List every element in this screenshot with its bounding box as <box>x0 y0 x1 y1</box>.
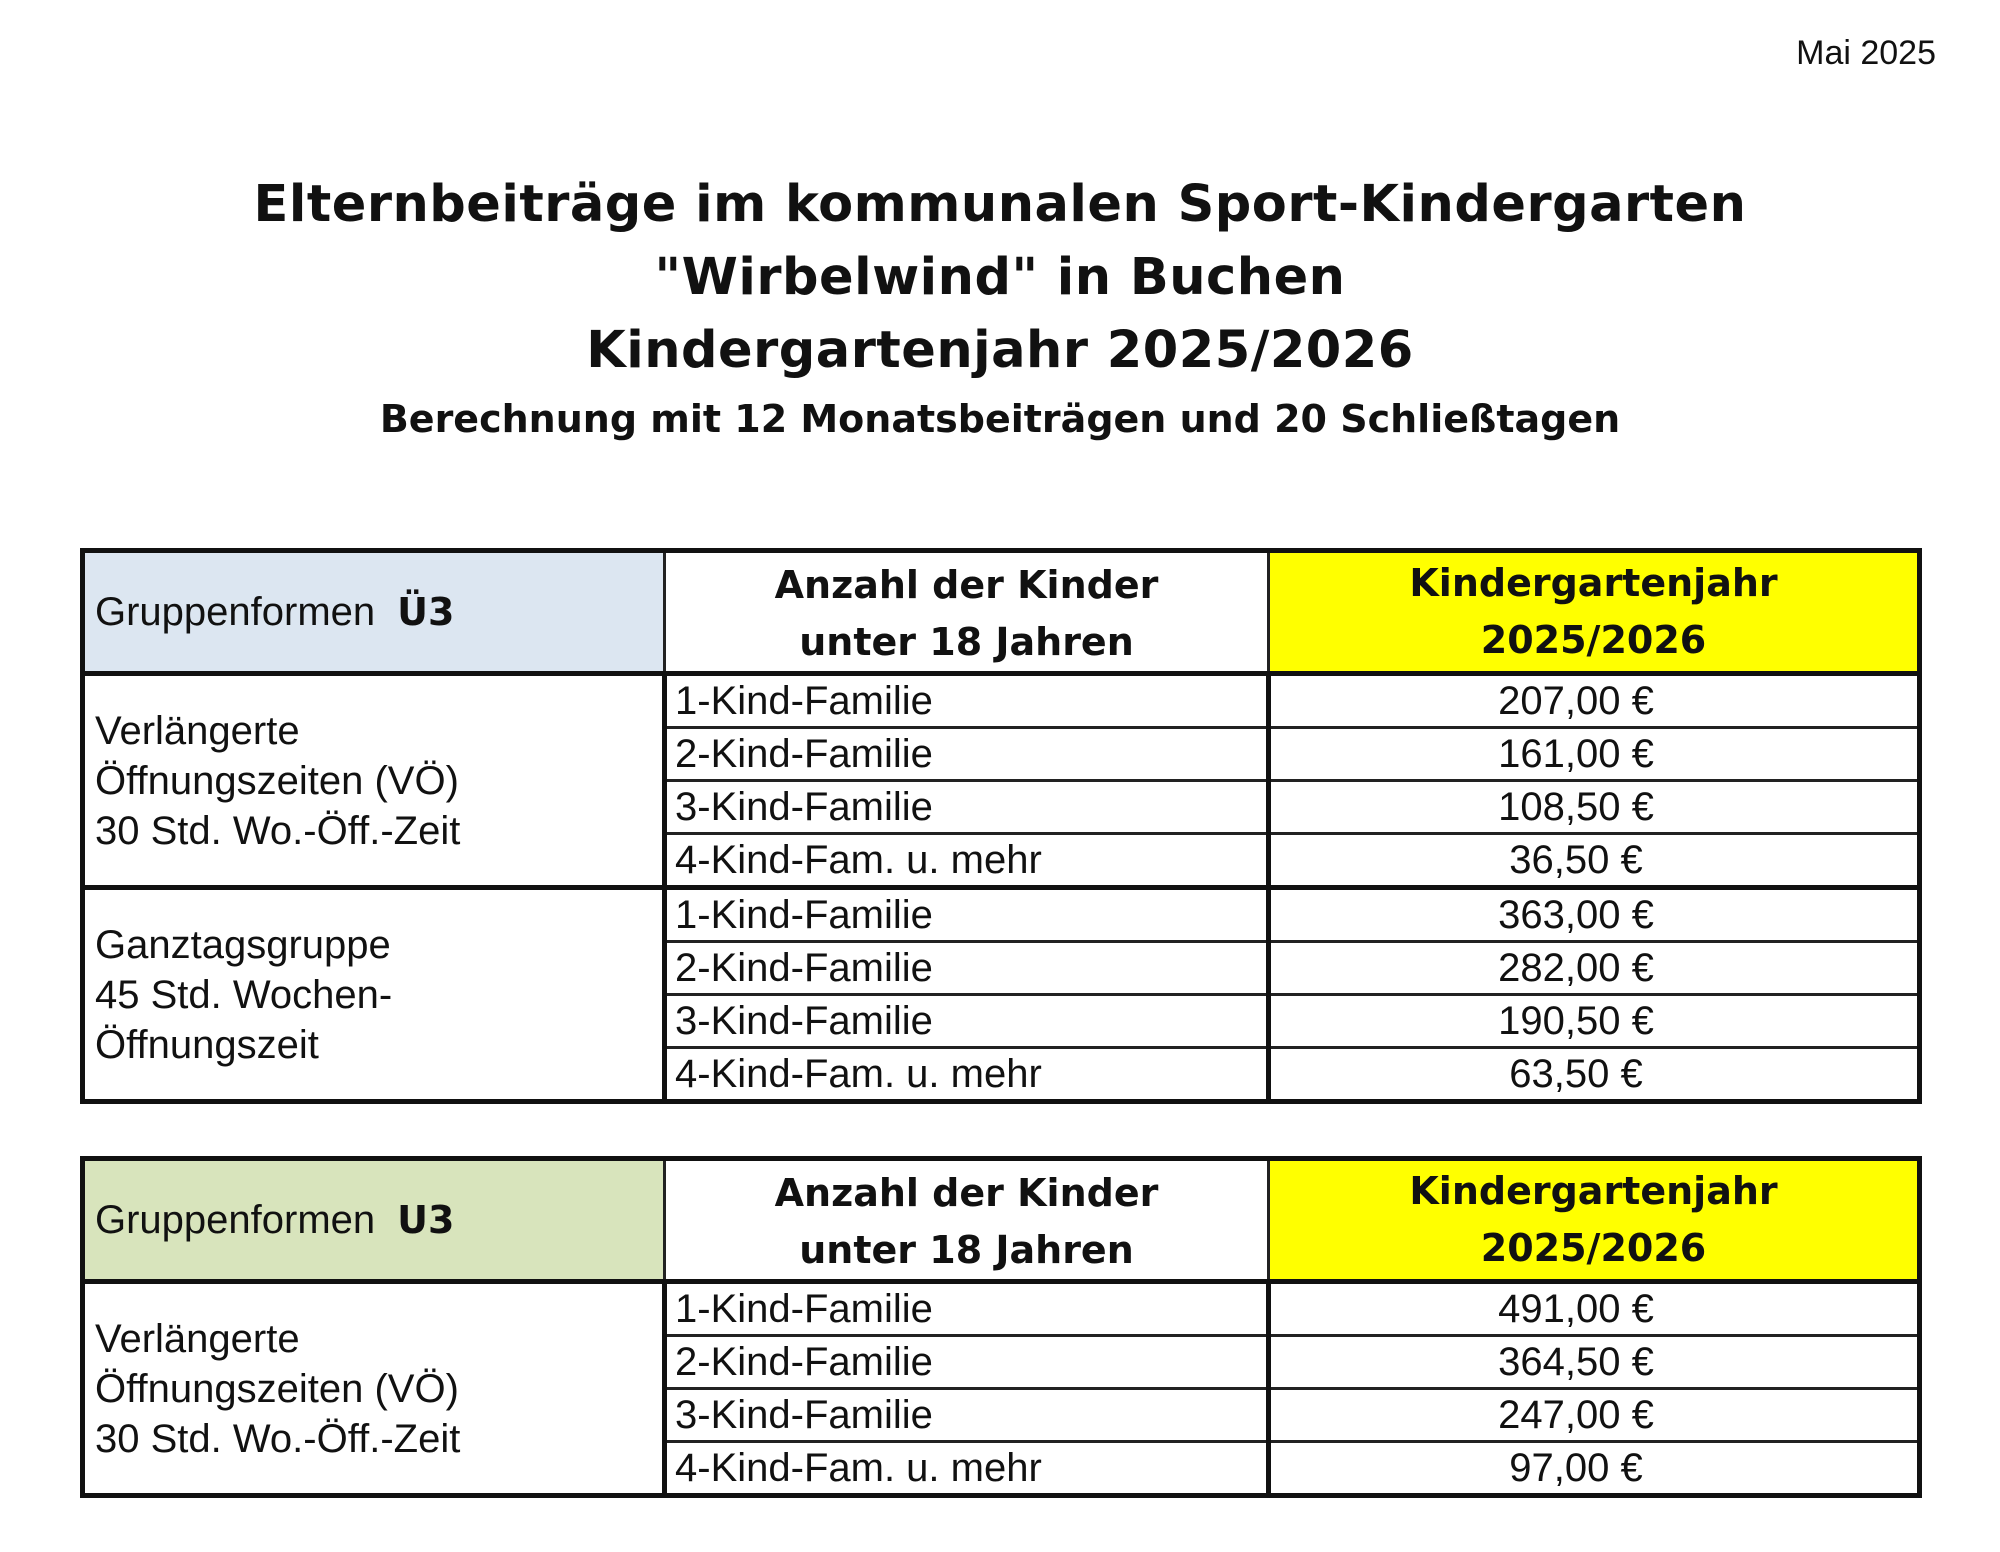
price-cell: 364,50 € <box>1269 1336 1920 1389</box>
children-count-cell: 1-Kind-Familie <box>665 1282 1269 1336</box>
group-form-label: Gruppenformen <box>95 589 376 634</box>
children-count-header <box>665 551 1269 674</box>
group-desc-line: Öffnungszeiten (VÖ) <box>95 758 459 803</box>
price-cell: 161,00 € <box>1269 728 1920 781</box>
table-row <box>83 1282 1920 1336</box>
group-description <box>83 1282 665 1496</box>
table-row <box>83 674 1920 728</box>
children-header-line-2: unter 18 Jahren <box>799 620 1134 664</box>
children-count-cell: 2-Kind-Familie <box>665 728 1269 781</box>
children-count-cell: 3-Kind-Familie <box>665 995 1269 1048</box>
children-count-cell: 2-Kind-Familie <box>665 1336 1269 1389</box>
group-desc-line: 30 Std. Wo.-Öff.-Zeit <box>95 1416 461 1461</box>
table-header-row <box>83 551 1920 674</box>
children-header-line-1: Anzahl der Kinder <box>774 1171 1159 1215</box>
children-header-line-2: unter 18 Jahren <box>799 1228 1134 1272</box>
group-age-label: U3 <box>397 1197 455 1242</box>
group-desc-line: Öffnungszeiten (VÖ) <box>95 1366 459 1411</box>
children-header-line-1: Anzahl der Kinder <box>774 563 1159 607</box>
group-description <box>83 674 665 888</box>
price-cell: 97,00 € <box>1269 1442 1920 1496</box>
table-row <box>83 888 1920 942</box>
document-date: Mai 2025 <box>1796 34 1936 72</box>
document-title-block <box>0 168 2000 449</box>
year-header <box>1269 1159 1920 1282</box>
group-description <box>83 888 665 1102</box>
children-count-cell: 1-Kind-Familie <box>665 674 1269 728</box>
children-count-cell: 3-Kind-Familie <box>665 781 1269 834</box>
group-desc-line: Öffnungszeit <box>95 1022 319 1067</box>
document-subtitle: Berechnung mit 12 Monatsbeiträgen und 20 Schließtagen <box>379 397 1621 441</box>
year-header-line-1: Kindergartenjahr <box>1409 561 1778 605</box>
price-cell: 207,00 € <box>1269 674 1920 728</box>
title-line-2: "Wirbelwind" in Buchen <box>654 248 1346 307</box>
group-desc-line: Verlängerte <box>95 708 300 753</box>
children-count-cell: 4-Kind-Fam. u. mehr <box>665 1048 1269 1102</box>
title-line-3: Kindergartenjahr 2025/2026 <box>586 321 1414 380</box>
children-count-cell: 4-Kind-Fam. u. mehr <box>665 834 1269 888</box>
price-cell: 63,50 € <box>1269 1048 1920 1102</box>
fee-table-u3-under <box>80 1156 1922 1498</box>
children-count-header <box>665 1159 1269 1282</box>
children-count-cell: 4-Kind-Fam. u. mehr <box>665 1442 1269 1496</box>
group-desc-line: 45 Std. Wochen- <box>95 972 393 1017</box>
title-line-1: Elternbeiträge im kommunalen Sport-Kindergarten <box>253 175 1747 234</box>
table-header-row <box>83 1159 1920 1282</box>
price-cell: 247,00 € <box>1269 1389 1920 1442</box>
group-age-label: Ü3 <box>397 589 455 634</box>
year-header <box>1269 551 1920 674</box>
fee-table-u3-over <box>80 548 1922 1104</box>
group-desc-line: 30 Std. Wo.-Öff.-Zeit <box>95 808 461 853</box>
price-cell: 108,50 € <box>1269 781 1920 834</box>
children-count-cell: 2-Kind-Familie <box>665 942 1269 995</box>
price-cell: 363,00 € <box>1269 888 1920 942</box>
group-form-header <box>83 1159 665 1282</box>
group-desc-line: Verlängerte <box>95 1316 300 1361</box>
children-count-cell: 1-Kind-Familie <box>665 888 1269 942</box>
children-count-cell: 3-Kind-Familie <box>665 1389 1269 1442</box>
year-header-line-1: Kindergartenjahr <box>1409 1169 1778 1213</box>
price-cell: 491,00 € <box>1269 1282 1920 1336</box>
price-cell: 190,50 € <box>1269 995 1920 1048</box>
year-header-line-2: 2025/2026 <box>1480 618 1707 662</box>
group-form-header <box>83 551 665 674</box>
group-desc-line: Ganztagsgruppe <box>95 922 391 967</box>
year-header-line-2: 2025/2026 <box>1480 1226 1707 1270</box>
price-cell: 282,00 € <box>1269 942 1920 995</box>
group-form-label: Gruppenformen <box>95 1197 376 1242</box>
price-cell: 36,50 € <box>1269 834 1920 888</box>
